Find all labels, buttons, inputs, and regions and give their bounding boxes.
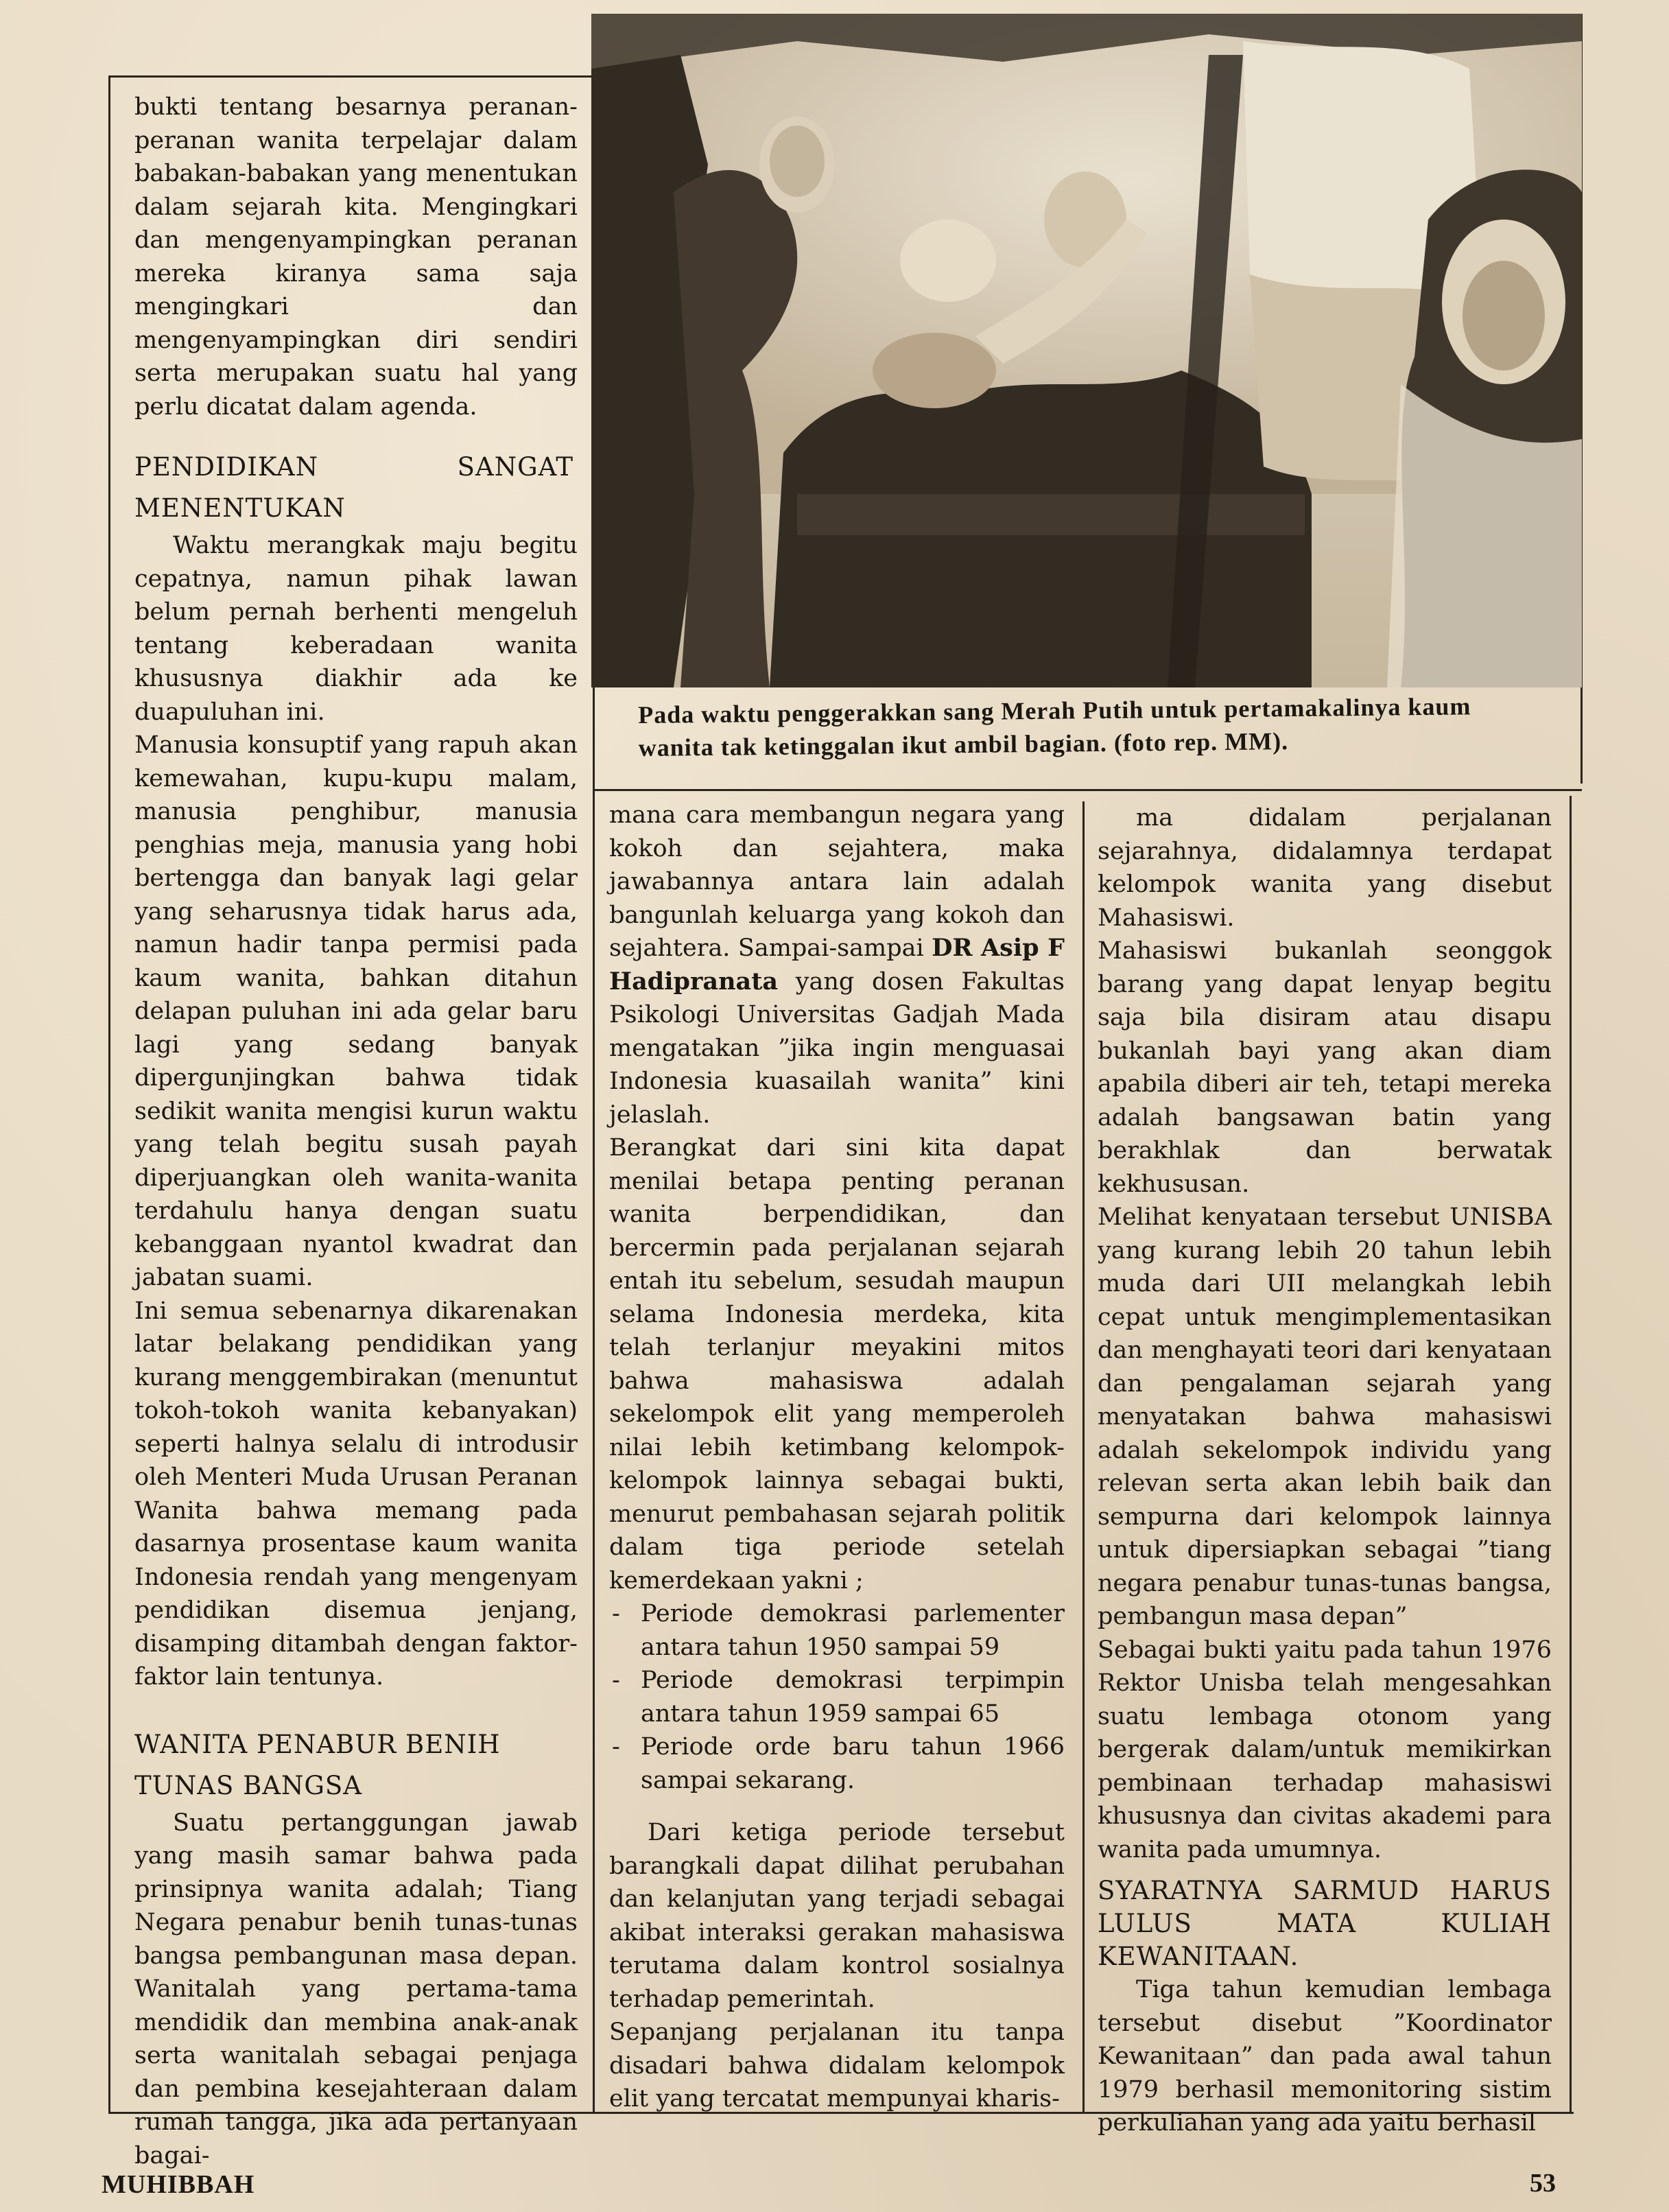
photo-caption: Pada waktu penggerakkan sang Merah Putih untuk pertamakalinya kaum wanita tak ketinggalan ikut ambil bagian. (foto rep. MM). (638, 692, 1471, 762)
col3-para-1: ma didalam perjalanan sejarahnya, didalamnya terdapat kelompok wanita yang disebut Mahasiswi. (1098, 804, 1552, 932)
heading-wanita-penabur: WANITA PENABUR BENIH TUNAS BANGSA (134, 1729, 501, 1800)
column-2 (609, 799, 1065, 2116)
caption-bottom-rule (594, 789, 1582, 791)
col1-para-4: Suatu pertanggungan jawab yang masih samar bahwa pada prinsipnya wanita adalah; Tiang Negara penabur benih tunas-tunas bangsa pembangunan masa depan. Wanitalah yang pertama-tama mendidik dan membina anak-anak serta wanitalah sebagai penjaga dan pembina kesejahteraan dalam rumah tangga, jika ada pertanyaan bagai- (134, 1809, 578, 2169)
photo-image (591, 14, 1582, 687)
col3-para-4: Sebagai bukti yaitu pada tahun 1976 Rektor Unisba telah mengesahkan suatu lembaga otonom yang bergerak dalam/untuk memikirkan pembinaan terhadap mahasiswi khususnya dan civitas akademi para wanita pada umumnya. (1098, 1636, 1552, 1863)
col2-para-4: Sepanjang perjalanan itu tanpa disadari bahwa didalam kelompok elit yang tercatat mempunyai kharis- (609, 2019, 1065, 2113)
col3-para-3: Melihat kenyataan tersebut UNISBA yang kurang lebih 20 tahun lebih muda dari UII melangkah lebih cepat untuk mengimplementasikan dan menghayati teori dari kenyataan dan pengalaman sejarah yang menyatakan bahwa mahasiswi adalah sekelompok individu yang relevan serta akan lebih baik dan sempurna dari kelompok lainnya untuk dipersiapkan sebagai ”tiang negara penabur tunas-tunas bangsa, pembangun masa depan” (1098, 1203, 1552, 1630)
col2-para-1b: yang dosen Fakultas Psikologi Universitas Gadjah Mada mengatakan ”jika ingin menguasai Indonesia kuasailah wanita” kini jelaslah. (609, 967, 1065, 1129)
col3-para-5: Tiga tahun kemudian lembaga tersebut disebut ”Koordinator Kewanitaan” dan pada awal tahun 1979 berhasil memonitoring sistim perkuliahan yang ada yaitu berhasil (1098, 1976, 1552, 2137)
col2-para-3: Dari ketiga periode tersebut barangkali dapat dilihat perubahan dan kelanjutan yang terjadi sebagai akibat interaksi gerakan mahasiswa terutama dalam kontrol sosialnya terhadap pemerintah. (609, 1819, 1065, 2013)
page-number: 53 (1530, 2169, 1556, 2198)
top-left-rule (108, 75, 597, 78)
period-item: - Periode demokrasi terpimpin antara tahun 1959 sampai 65 (609, 1664, 1065, 1730)
col3-para-2: Mahasiswi bukanlah seonggok barang yang dapat lenyap begitu saja bila disiram atau disapu bukanlah bayi yang akan diam apabila diberi air teh, tetapi mereka adalah bangsawan batin yang berakhlak dan berwatak kekhususan. (1098, 937, 1552, 1198)
col2-para-1a: mana cara membangun negara yang kokoh dan sejahtera, maka jawabannya antara lain adalah bangunlah keluarga yang kokoh dan sejahtera. Sampai-sampai (609, 801, 1065, 962)
col2-para-1 (609, 799, 1065, 1131)
photo-flag-raising (591, 14, 1582, 687)
column-divider-2 (1082, 801, 1085, 2112)
period-list (609, 1597, 1065, 1797)
person-name: DR Asip F Hadipranata (609, 934, 1065, 996)
heading-syaratnya: SYARATNYA SARMUD HARUS LULUS MATA KULIAH KEWANITAAN. (1098, 1876, 1552, 1971)
period-item: - Periode demokrasi parlementer antara tahun 1950 sampai 59 (609, 1597, 1065, 1664)
column-3 (1098, 801, 1552, 2140)
period-item: - Periode orde baru tahun 1966 sampai sekarang. (609, 1730, 1065, 1797)
heading-pendidikan: PENDIDIKAN SANGAT MENENTUKAN (134, 452, 573, 523)
right-lower-rule (1570, 796, 1572, 2112)
col1-para-1: Waktu merangkak maju begitu cepatnya, namun pihak lawan belum pernah berhenti mengeluh tentang keberadaan wanita khususnya diakhir ada ke duapuluhan ini. (134, 532, 578, 726)
col2-para-2: Berangkat dari sini kita dapat menilai betapa penting peranan wanita berpendidikan, dan bercermin pada perjalanan sejarah entah itu sebelum, sesudah maupun selama Indonesia merdeka, kita telah terlanjur meyakini mitos bahwa mahasiswa adalah sekelompok elit yang memperoleh nilai lebih ketimbang kelompok-kelompok lainnya sebagai bukti, menurut pembahasan sejarah politik dalam tiga periode setelah kemerdekaan yakni ; (609, 1134, 1065, 1595)
col1-intro: bukti tentang besarnya peranan-peranan wanita terpelajar dalam babakan-babakan yang menentukan dalam sejarah kita. Mengingkari dan mengenyampingkan peranan mereka kiranya sama saja mengingkari dan mengenyampingkan diri sendiri serta merupakan suatu hal yang perlu dicatat dalam agenda. (134, 93, 578, 421)
col1-para-2: Manusia konsuptif yang rapuh akan kemewahan, kupu-kupu malam, manusia penghibur, manusia penghias meja, manusia yang hobi bertengga dan banyak lagi gelar yang seharusnya tidak harus ada, namun hadir tanpa permisi pada kaum wanita, bahkan ditahun delapan puluhan ini ada gelar baru lagi yang sedang banyak dipergunjingkan bahwa tidak sedikit wanita mengisi kurun waktu yang telah begitu susah payah diperjuangkan oleh wanita-wanita terdahulu hanya dengan suatu kebanggaan nyantol kwadrat dan jabatan suami. (134, 731, 578, 1291)
col1-para-3: Ini semua sebenarnya dikarenakan latar belakang pendidikan yang kurang menggembirakan (menuntut tokoh-tokoh wanita kebanyakan) seperti halnya selalu di introdusir oleh Menteri Muda Urusan Peranan Wanita bahwa memang pada dasarnya prosentase kaum wanita Indonesia rendah yang mengenyam pendidikan disemua jenjang, disamping ditambah dengan faktor-faktor lain tentunya. (134, 1297, 578, 1691)
magazine-name: MUHIBBAH (102, 2170, 255, 2199)
left-border-rule (108, 77, 110, 2112)
column-1 (134, 91, 578, 2172)
